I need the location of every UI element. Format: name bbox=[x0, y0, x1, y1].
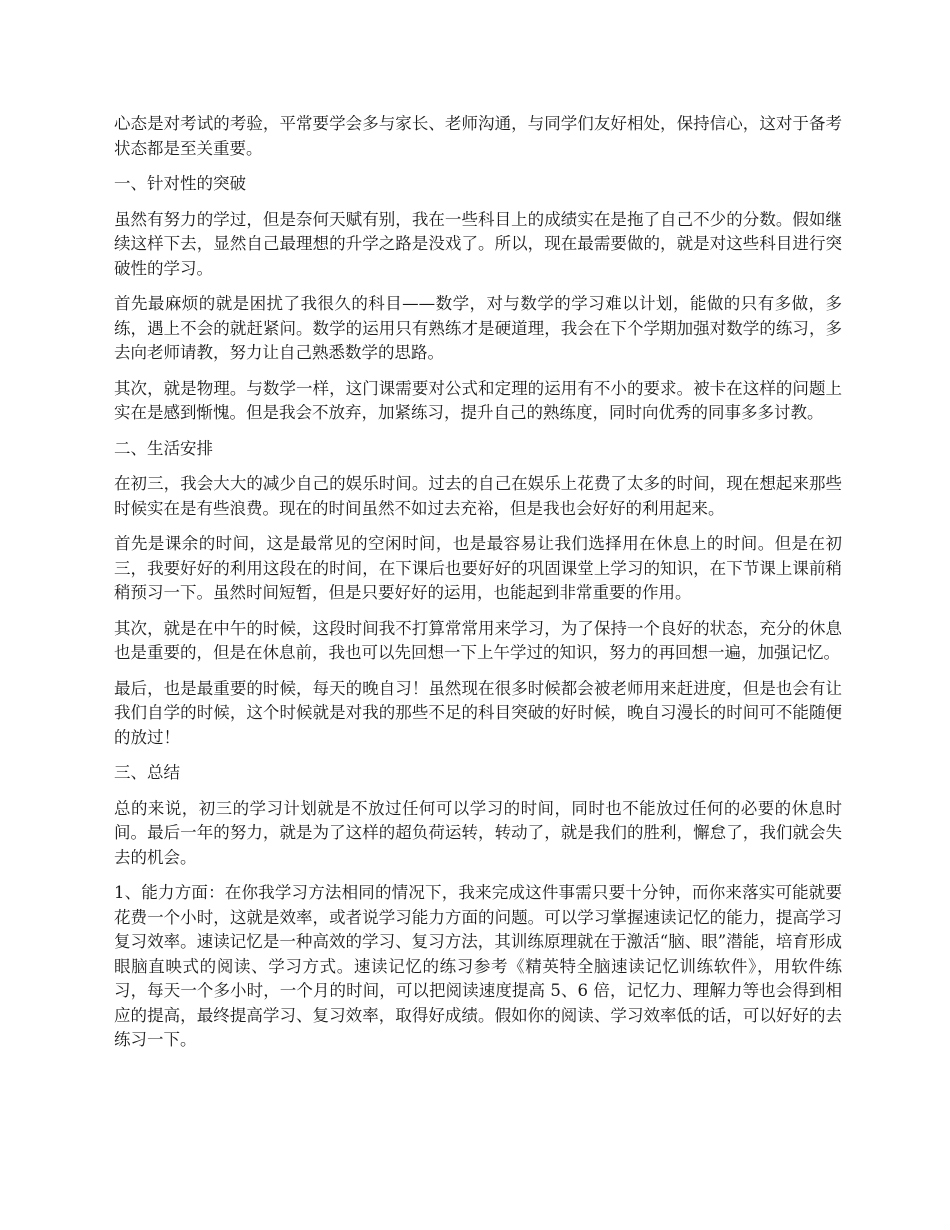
paragraph-noon: 其次，就是在中午的时候，这段时间我不打算常常用来学习，为了保持一个良好的状态，充分的休息也是重要的，但是在休息前，我也可以先回想一下上午学过的知识，努力的再回想一遍，加强记忆。 bbox=[114, 618, 842, 662]
section-heading-summary: 三、总结 bbox=[114, 763, 180, 782]
paragraph-summary: 总的来说，初三的学习计划就是不放过任何可以学习的时间，同时也不能放过任何的必要的休息时间。最后一年的努力，就是为了这样的超负荷运转，转动了，就是我们的胜利，懈怠了，我们就会失去的机会。 bbox=[114, 798, 842, 867]
paragraph-ability: 1、能力方面：在你我学习方法相同的情况下，我来完成这件事需只要十分钟，而你来落实可能就要花费一个小时，这就是效率，或者说学习能力方面的问题。可以学习掌握速读记忆的能力，提高学习复习效率。速读记忆是一种高效的学习、复习方法，其训练原理就在于激活“脑、眼”潜能，培育形成眼脑直映式的阅读、学习方式。速读记忆的练习参考《精英特全脑速读记忆训练软件》，用软件练习，每天一个多小时，一个月的时间，可以把阅读速度提高 5、6 倍，记忆力、理解力等也会得到相应的提高，最终提高学习、复习效率，取得好成绩。假如你的阅读、学习效率低的话，可以好好的去练习一下。 bbox=[114, 883, 842, 1049]
document-body bbox=[114, 112, 842, 1064]
paragraph-breakthrough-1: 虽然有努力的学过，但是奈何天赋有别，我在一些科目上的成绩实在是拖了自己不少的分数。假如继续这样下去，显然自己最理想的升学之路是没戏了。所以，现在最需要做的，就是对这些科目进行突破性的学习。 bbox=[114, 209, 842, 278]
section-heading-life: 二、生活安排 bbox=[114, 438, 213, 458]
paragraph-math: 首先最麻烦的就是困扰了我很久的科目——数学，对与数学的学习难以计划，能做的只有多做，多练，遇上不会的就赶紧问。数学的运用只有熟练才是硬道理，我会在下个学期加强对数学的练习，多去向老师请教，努力让自己熟悉数学的思路。 bbox=[114, 294, 842, 362]
section-heading-breakthrough: 一、针对性的突破 bbox=[114, 174, 246, 193]
paragraph-intro: 心态是对考试的考验，平常要学会多与家长、老师沟通，与同学们友好相处，保持信心，这对于备考状态都是至关重要。 bbox=[114, 114, 842, 158]
paragraph-evening: 最后，也是最重要的时候，每天的晚自习！虽然现在很多时候都会被老师用来赶进度，但是也会有让我们自学的时候，这个时候就是对我的那些不足的科目突破的好时候，晚自习漫长的时间可不能随便的放过！ bbox=[114, 678, 842, 747]
paragraph-break-time: 首先是课余的时间，这是最常见的空闲时间，也是最容易让我们选择用在休息上的时间。但是在初三，我要好好的利用这段在的时间，在下课后也要好好的巩固课堂上学习的知识，在下节课上课前稍稍预习一下。虽然时间短暂，但是只要好好的运用，也能起到非常重要的作用。 bbox=[114, 534, 842, 602]
paragraph-physics: 其次，就是物理。与数学一样，这门课需要对公式和定理的运用有不小的要求。被卡在这样的问题上实在是感到惭愧。但是我会不放弃，加紧练习，提升自己的熟练度，同时向优秀的同事多多讨教。 bbox=[114, 378, 842, 422]
paragraph-life-1: 在初三，我会大大的减少自己的娱乐时间。过去的自己在娱乐上花费了太多的时间，现在想起来那些时候实在是有些浪费。现在的时间虽然不如过去充裕，但是我也会好好的利用起来。 bbox=[114, 474, 842, 518]
